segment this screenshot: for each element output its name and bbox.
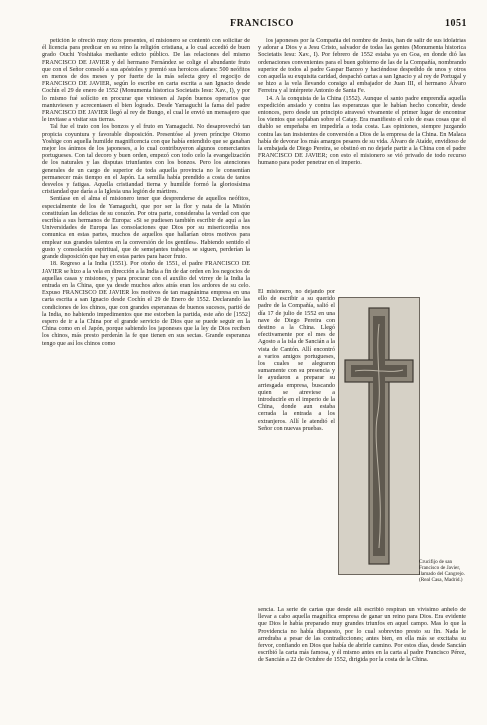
paragraph: Sentíase en el alma el misionero tener que desprenderse de aquellos neófitos, especialmente de los de Yamaguchi, que por ser la flor y nata de la Misión constituían las delicias de su corazón. Por otra parte, consideraba la verdad con que escribía a sus hermanos de Europa: «Si se pudiesen también escribir de aquí a las Universidades de Europa las consolaciones que Dios por su misericordia nos comunica en estas partes, muchos de aquellos que hallarían otros motivos para emplear sus grandes talentos en la conversión de los gentiles». Habiendo sentido el gusto y consolación espiritual, que de semejantes trabajos se siguen, perderían la grande disposición que hay en estas partes para hacer fruto. xyxy=(42,196,250,261)
figure-side-text: El misionero, no dejando por ello de escribir a su querido padre de la Compañía, salió el día 17 de julio de 1552 en una nave de Diego Pereira con destino a la China. Llegó efectivamente por el mes de Agosto a la isla de Sancián a la vista de Cantón. Allí encontró a varios amigos portugueses, los cuales se alegraron sumamente con su presencia y le ayudaron a preparar su arriesgada empresa, buscando quien se atreviese a introducirle en el imperio de la China, donde aun estaba cerrada la entrada a los extranjeros. Allí le atendió el Señor con nuevas pruebas. xyxy=(258,289,335,432)
crucifix-illustration xyxy=(339,298,419,574)
crucifix-image xyxy=(338,297,420,575)
paragraph: 14. A la conquista de la China (1552). Aunque el santo padre emprendía aquella expedición ansiado y contra las esperanzas que le habían hecho concebir, desde entonces, pero desde un principio atravesó vivamente el primer lugar de encontrar los vientos que soplaban sobre el Catay. Era manifiesto el celo de esas cosas que el diablo se empeñaba en impedirla a toda costa. Las opiniones, siempre juzgando contra las tan insistentes de conversión a Dios de la empresa de la China. En Malaca había de devorar los más amargos pesares de su vida. Álvaro de Ataíde, envidioso de la embajada de Diego Pereira, se obstinó en no dejarle partir a la China con el padre FRANCISCO DE JAVIER; con esto el misionero se vió privado de todo recurso humano para poder penetrar en el imperio. xyxy=(258,95,466,167)
figure-section xyxy=(258,289,466,607)
paragraph: Tal fue el trato con los bonzos y el fruto en Yamaguchi. No desaprovechó tan propicia coyuntura y favorable disposición. Presentóse al joven príncipe Otomo Yoshige con aquella humilde magnificencia con que había entendido que se ganaban mejor los ánimos de los japoneses, a lo cual contribuyeron algunos comerciantes portugueses. Con tal decoro y buen orden, empezó con todo celo la evangelización de los naturales y las disputas triunfantes con los bonzos. Pero los atenciones generales de un cargo de superior de toda aquella provincia no le consentían permanecer más tiempo en el Japón. La semilla había prendido a costa de tantos desvelos y fatigas. Aquella cristiandad tierna y humilde formó la gloriosísima cristiandad que daría a la Iglesia una legión de mártires. xyxy=(42,124,250,196)
running-title: FRANCISCO xyxy=(230,18,294,29)
right-column xyxy=(258,38,466,714)
page-number: 1051 xyxy=(445,18,467,29)
right-column-top xyxy=(258,38,466,288)
page-header xyxy=(40,18,467,34)
left-column xyxy=(42,38,250,714)
right-column-bottom: sencia. La serie de cartas que desde allí escribió respiran un vivísimo anhelo de llevar a cabo aquella magnífica empresa de ganar un reino para Dios. Era evidente que Dios le había preparado muy grandes triunfos en aquel campo. Mas lo que la Providencia no había dispuesto, por lo cual sobrevino presto su fin. Nada le arredraba a pesar de las contradicciones; antes bien, en ella más se excitaba su fervor, confiando en Dios que había de abrirle camino. Por estos días, desde Sancián escribió la carta más famosa, y él mismo antes en la carta al padre Francisco Pérez, de Sancián a 22 de Octubre de 1552, dirigida por la costa de la China. xyxy=(258,607,466,664)
figure-caption: Crucifijo de san Francisco de Javier, llamado del Cangrejo. (Real Casa, Madrid.) xyxy=(419,559,465,583)
paragraph: petición le ofreció muy ricos presentes, el misionero se contentó con solicitar de él licencia para predicar en su reino la religión cristiana, a lo cual accedió de buen grado Ouchi Yoshitaka mediante edicto público. De las relaciones del mismo FRANCISCO DE JAVIER y del hermano Fernández se colige el abundante fruto que con el Señor consoló a sus apóstoles y premió sus heroicos afanes: 500 neófitos en menos de dos meses y por fuerte de la más selecta grey el regocijo de FRANCISCO DE JAVIER, según lo escribe en carta escrita a san Ignacio desde Cochín el 29 de enero de 1552 (Monumenta historica Societatis Iesu: Xav., I), y por lo mismo fué solícito en procurar que viniesen al Japón buenos operarios que mantuviesen y acrecentasen el bien logrado. Desde Yamaguchi la fama del padre FRANCISCO DE JAVIER llegó al rey de Bungo, el cual le envió un mensajero que le invitase a visitar sus tierras. xyxy=(42,38,250,124)
paragraph: 18. Regreso a la India (1551). Por otoño de 1551, el padre FRANCISCO DE JAVIER se hizo a la vela en dirección a la India a fin de dar orden en los negocios de aquellas casas y misiones, y para procurar con el auxilio del virrey de la India la entrada en la China, que ya desde muchos años atrás eran los ardores de su celo. Expuso FRANCISCO DE JAVIER los motivos de tan magnánima empresa en una carta escrita a san Ignacio desde Cochín el 29 de Enero de 1552. Declarando las condiciones de los chinos, que con grandes esperanzas de buenos sucesos, partió de la India, no habiendo impedimentos que me estorben la partida, este año de [1552] espero de ir a la China por el grande servicio de Dios que se puede seguir en la China como en el Japón, porque sabiendo los japoneses que la ley de Dios reciben los chinos, más presto perderán la fe que tienen en sus sectas. Grande esperanza tengo que así los chinos como xyxy=(42,261,250,347)
paragraph: los japoneses por la Compañía del nombre de Jesús, han de salir de sus idolatrías y adorar a Dios y a Jesu Cristo, salvador de todas las gentes (Monumenta historica Societatis Iesu: Xav., I). Por febrero de 1552 estaba ya en Goa, en donde dió las ordenaciones convenientes para el buen gobierno de las de la Compañía, nombrando superior de todos al padre Gaspar Barzeo y haciéndose despedido de unos y otros con aquella su exquisita caridad, despachó cartas a san Ignacio y al rey de Portugal y se hizo a la vela llevando consigo al embajador de Juan III, el hermano Álvaro Ferreira y al intérprete Antonio de Santa Fe. xyxy=(258,38,466,95)
